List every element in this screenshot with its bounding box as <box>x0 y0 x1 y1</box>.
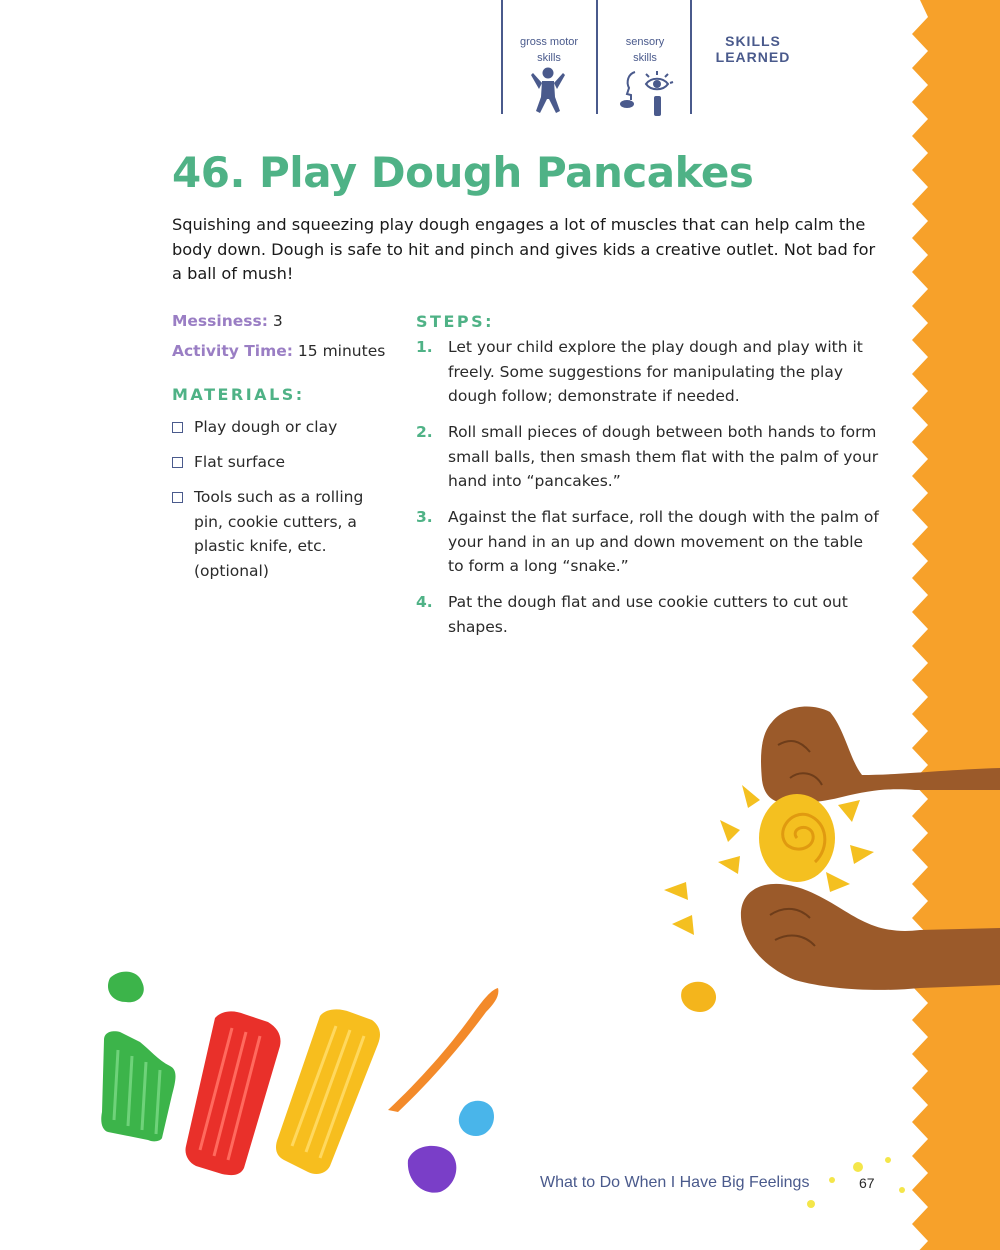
activity-time-label: Activity Time: <box>172 342 293 360</box>
skill-label-gross-motor: gross motor skills <box>519 36 579 64</box>
page-number: 67 <box>859 1175 875 1191</box>
step-item: 3. Against the flat surface, roll the dough with the palm of your hand in an up and down movement on the table to form a long “snake.” <box>416 508 879 575</box>
step-item: 1. Let your child explore the play dough and play with it freely. Some suggestions for manipulating the play dough follow; demonstrate if needed. <box>416 338 863 405</box>
messiness-label: Messiness: <box>172 312 268 330</box>
material-item: Play dough or clay <box>172 415 394 440</box>
skills-learned-heading: SKILLS LEARNED <box>715 33 791 65</box>
activity-time-value: 15 minutes <box>297 342 386 360</box>
step-item: 2. Roll small pieces of dough between both hands to form small balls, then smash them flat with the palm of your hand into “pancakes.” <box>416 423 879 490</box>
materials-heading: MATERIALS: <box>172 385 305 404</box>
footer-book-title: What to Do When I Have Big Feelings <box>540 1174 810 1191</box>
material-item: Flat surface <box>172 450 394 475</box>
sensory-face-eye-icon <box>619 70 677 116</box>
activity-time-line <box>172 341 385 361</box>
material-item: Tools such as a rolling pin, cookie cutters, a plastic knife, etc. (optional) <box>172 485 372 583</box>
step-item: 4. Pat the dough flat and use cookie cutters to cut out shapes. <box>416 593 848 636</box>
checkbox-square-icon <box>172 492 183 503</box>
steps-heading: STEPS: <box>416 312 495 331</box>
intro-paragraph: Squishing and squeezing play dough engages a lot of muscles that can help calm the body down. Dough is safe to hit and pinch and gives kids a creative outlet. Not bad for a ball of mush! <box>172 215 876 283</box>
checkbox-square-icon <box>172 422 183 433</box>
checkbox-square-icon <box>172 457 183 468</box>
messiness-line <box>172 311 283 331</box>
messiness-value: 3 <box>272 312 283 330</box>
person-jumping-icon <box>531 67 565 115</box>
activity-title: 46. Play Dough Pancakes <box>172 148 754 197</box>
skill-label-sensory: sensory skills <box>625 36 665 64</box>
